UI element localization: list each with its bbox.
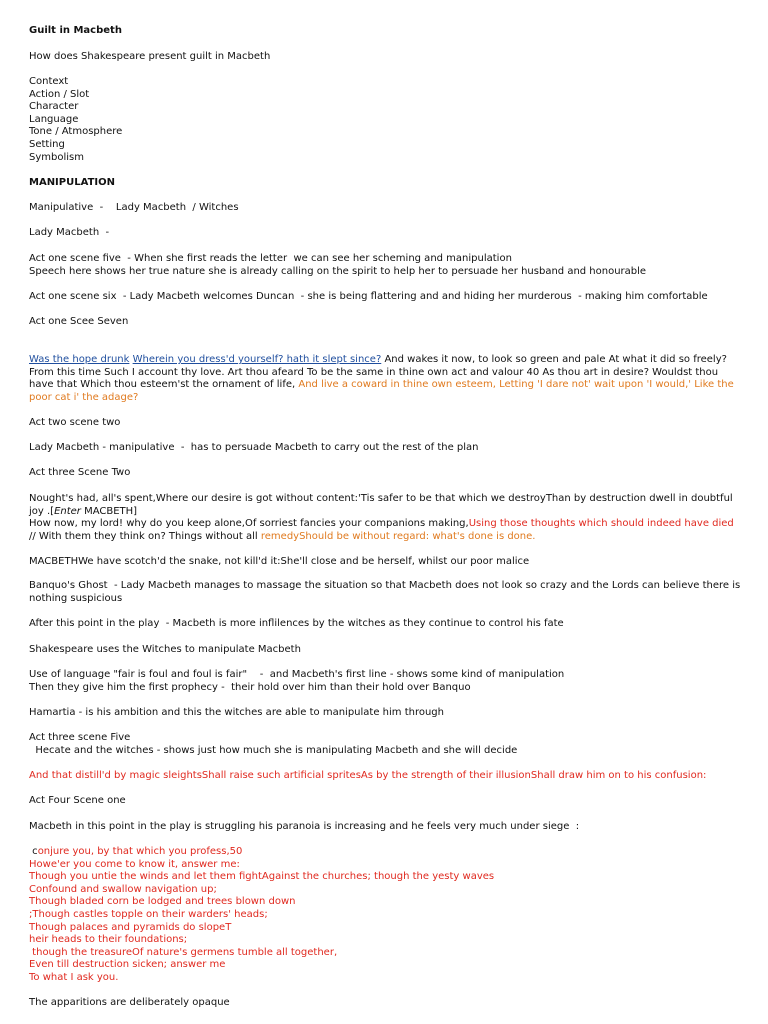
quote-line: heir heads to their foundations;: [29, 934, 188, 946]
manipulative-line: Manipulative - Lady Macbeth / Witches: [29, 202, 239, 213]
note-line: Act three scene Five: [29, 732, 131, 743]
quote-act1-scene7: [29, 354, 741, 404]
quote-text: c: [29, 846, 38, 857]
quote-link[interactable]: Wherein you dress'd yourself? hath it slept since?: [132, 354, 382, 365]
document-title: Guilt in Macbeth: [29, 25, 122, 36]
macbeth-quote: MACBETHWe have scotch'd the snake, not kill'd it:She'll close and be herself, whilst our poor malice: [29, 556, 530, 567]
aspect-item: Character: [29, 101, 79, 113]
aspect-item: Tone / Atmosphere: [29, 126, 123, 138]
act1-scene5-note: [29, 253, 741, 278]
apparitions-note: The apparitions are deliberately opaque: [29, 997, 230, 1008]
quote-line: [29, 518, 741, 543]
quote-highlight-orange: And live a coward in thine own esteem, Letting 'I dare not' wait upon 'I would,' Like the poor cat i' the adage?: [29, 379, 734, 403]
lady-macbeth-label: Lady Macbeth -: [29, 227, 110, 238]
note-line: Use of language "fair is foul and foul is fair" - and Macbeth's first line - shows some kind of manipulation: [29, 669, 565, 680]
use-of-language-note: [29, 669, 741, 694]
quote-text: MACBETH]: [80, 505, 138, 517]
section-heading-manipulation: MANIPULATION: [29, 177, 115, 188]
note-line: Then they give him the first prophecy - their hold over him than their hold over Banquo: [29, 681, 471, 693]
conjure-quote: [29, 846, 741, 985]
note-line: Speech here shows her true nature she is already calling on the spirit to help her to persuade her husband and honourable: [29, 265, 647, 277]
note-line: Hecate and the witches - shows just how much she is manipulating Macbeth and she will decide: [29, 744, 518, 756]
quote-line: Though bladed corn be lodged and trees blown down: [29, 896, 296, 908]
quote-line: Though palaces and pyramids do slopeT: [29, 921, 232, 933]
aspect-item: Language: [29, 113, 79, 125]
lady-macbeth-manipulative-note: Lady Macbeth - manipulative - has to persuade Macbeth to carry out the rest of the plan: [29, 442, 479, 453]
act3-scene5-note: [29, 732, 741, 757]
hecate-quote: And that distill'd by magic sleightsShall raise such artificial spritesAs by the strength of their illusionShall draw him on to his confusion:: [29, 770, 707, 781]
paranoia-note: Macbeth in this point in the play is struggling his paranoia is increasing and he feels very much under siege :: [29, 821, 580, 832]
stage-direction: Enter: [54, 505, 81, 517]
quote-text: Nought's had, all's spent,Where our desire is got without content:'Tis safer to be that which we destroyThan by destruction dwell in doubtful joy .[: [29, 493, 733, 517]
quote-text: // With them they think on? Things without all: [29, 530, 261, 542]
aspect-item: Setting: [29, 138, 65, 150]
aspect-item: Context: [29, 76, 69, 87]
witches-note: Shakespeare uses the Witches to manipulate Macbeth: [29, 644, 301, 655]
quote-text: And wakes it now, to look so green and pale At what it did so freely? From this time Such I account thy love. Art thou afeard To be the same in thine own act and valour 40 As thou art in desire? Wouldst thou have that Which thou esteem'st the ornament of life,: [29, 354, 727, 391]
aspect-item: Symbolism: [29, 151, 84, 163]
quote-link[interactable]: Was the hope drunk: [29, 354, 130, 365]
quote-line: Confound and swallow navigation up;: [29, 883, 217, 895]
quote-text: How now, my lord! why do you keep alone,Of sorriest fancies your companions making,: [29, 518, 469, 530]
quote-line: ;Though castles topple on their warders' heads;: [29, 908, 268, 920]
aspects-list: [29, 76, 741, 164]
quote-highlight-red: Using those thoughts which should indeed have died: [468, 518, 734, 530]
quote-line: To what I ask you.: [29, 971, 119, 983]
after-point-note: After this point in the play - Macbeth is more inflilences by the witches as they continue to control his fate: [29, 618, 564, 629]
hamartia-note: Hamartia - is his ambition and this the witches are able to manipulate him through: [29, 707, 444, 718]
act4-scene1-heading: Act Four Scene one: [29, 795, 126, 806]
quote-line: Howe'er you come to know it, answer me:: [29, 858, 240, 870]
quote-act3-scene2: [29, 493, 741, 543]
quote-line: though the treasureOf nature's germens tumble all together,: [29, 946, 338, 958]
quote-line: [29, 493, 741, 518]
note-line: Act one scene five - When she first reads the letter we can see her scheming and manipulation: [29, 253, 512, 264]
quote-line: Even till destruction sicken; answer me: [29, 959, 226, 971]
quote-highlight-orange: remedyShould be without regard: what's done is done.: [260, 530, 536, 542]
banquo-ghost-note: Banquo's Ghost - Lady Macbeth manages to massage the situation so that Macbeth does not look so crazy and the Lords can believe there is nothing suspicious: [29, 580, 744, 604]
aspect-item: Action / Slot: [29, 88, 90, 100]
quote-line: [29, 846, 741, 859]
act1-scene6-note: Act one scene six - Lady Macbeth welcomes Duncan - she is being flattering and and hiding her murderous - making him comfortable: [29, 291, 708, 302]
quote-line: Though you untie the winds and let them fightAgainst the churches; though the yesty waves: [29, 871, 495, 883]
act3-scene2-heading: Act three Scene Two: [29, 467, 131, 478]
essay-question: How does Shakespeare present guilt in Macbeth: [29, 51, 271, 62]
quote-text: onjure you, by that which you profess,50: [37, 846, 243, 857]
act1-scene7-heading: Act one Scee Seven: [29, 316, 129, 327]
act2-scene2-heading: Act two scene two: [29, 417, 121, 428]
